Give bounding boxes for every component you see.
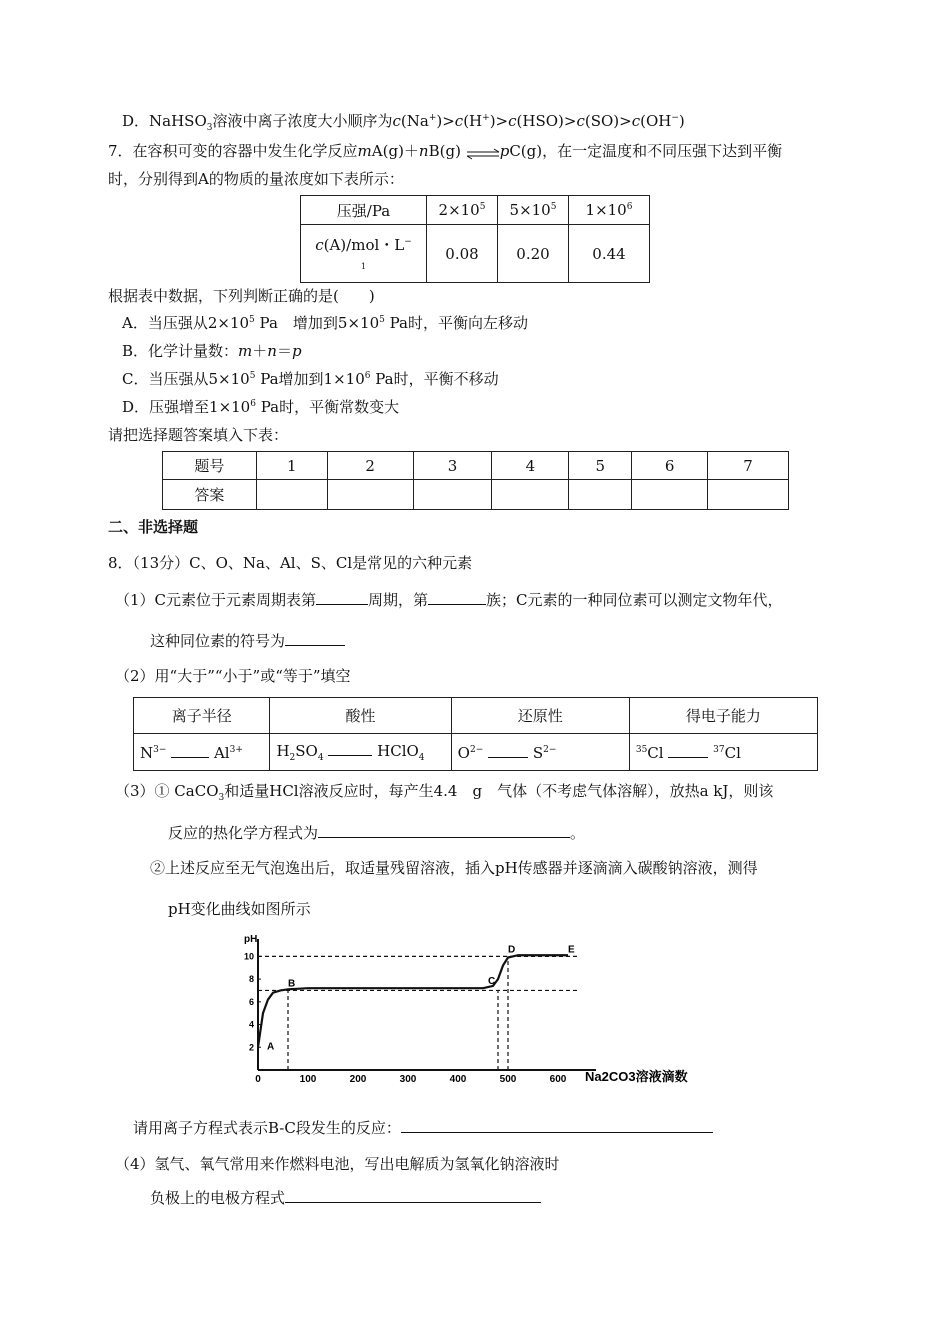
q8-part3-ionic: 请用离子方程式表示B-C段发生的反应： (133, 1117, 713, 1138)
table-header: $1\times 10^6$ (569, 196, 650, 225)
answer-number: 6 (632, 452, 708, 480)
x-axis-label: Na2CO3溶液滴数 (585, 1069, 688, 1084)
table-cell: $N^{3-}$ $Al^{3+}$ (134, 734, 270, 771)
q7-stem-line2: 时，分别得到A的物质的量浓度如下表所示： (108, 170, 404, 188)
pressure-table (300, 195, 650, 283)
blank-reducing[interactable] (488, 743, 528, 758)
answer-cell-5[interactable] (569, 480, 632, 510)
blank-group[interactable] (428, 590, 486, 605)
answer-row-label: 答案 (163, 480, 257, 510)
answer-number: 3 (413, 452, 492, 480)
answer-cell-1[interactable] (256, 480, 327, 510)
table-cell: 0.08 (427, 225, 498, 283)
answer-row-header: 题号 (163, 452, 257, 480)
q8-part3-figure-caption: pH变化曲线如图所示 (168, 900, 311, 918)
table-row-label: c(A)/mol・L− 1 (301, 225, 427, 283)
q8-part4: （4）氢气、氧气常用来作燃料电池，写出电解质为氢氧化钠溶液时 (115, 1155, 560, 1173)
blank-thermo-equation[interactable] (318, 823, 570, 838)
q8-part4-electrode: 负极上的电极方程式 (150, 1187, 541, 1208)
blank-electrode-equation[interactable] (285, 1188, 541, 1203)
answer-table (162, 451, 789, 510)
q8-part2: （2）用“大于”“小于”或“等于”填空 (115, 667, 351, 685)
blank-radius[interactable] (171, 743, 209, 758)
answer-table-intro: 请把选择题答案填入下表： (108, 426, 289, 444)
q7-option-c: C．当压强从$5\times 10^5$ Pa增加到$1\times 10^6$ Pa时，平衡不移动 (122, 370, 499, 388)
answer-number: 1 (256, 452, 327, 480)
table-header: 压强/Pa (301, 196, 427, 225)
x-tick-label: 0 (255, 1074, 261, 1085)
table-header: 酸性 (270, 698, 451, 734)
point-label-a: A (267, 1041, 275, 1053)
q8-part1: （1）C元素位于元素周期表第 周期，第 族；C元素的一种同位素可以测定文物年代， (115, 591, 783, 609)
blank-period[interactable] (316, 590, 368, 605)
table-cell: 0.20 (498, 225, 569, 283)
blank-isotope[interactable] (285, 631, 345, 646)
y-tick-label: 8 (248, 974, 254, 985)
table-cell: 0.44 (569, 225, 650, 283)
q8-part3-1: （3）① CaCO$_3$和适量HCl溶液反应时，每产生4.4 g 气体（不考虑气体溶解），放热a kJ，则该 (115, 782, 774, 803)
table-cell: $^{35}$Cl $^{37}$Cl (629, 734, 817, 771)
table-header: 得电子能力 (629, 698, 817, 734)
y-tick-label: 2 (248, 1042, 254, 1053)
x-tick-label: 400 (449, 1074, 467, 1085)
x-tick-label: 600 (549, 1074, 567, 1085)
comparison-table (133, 697, 818, 771)
ph-curve-chart (240, 930, 720, 1090)
y-tick-label: 6 (248, 996, 254, 1007)
q7-option-d: D．压强增至$1\times 10^6$ Pa时，平衡常数变大 (122, 398, 400, 416)
ph-series-line (258, 955, 568, 1047)
x-tick-label: 500 (499, 1074, 517, 1085)
equilibrium-arrow-icon (466, 146, 500, 158)
x-tick-label: 300 (399, 1074, 417, 1085)
answer-cell-2[interactable] (327, 480, 413, 510)
answer-cell-7[interactable] (708, 480, 789, 510)
q8-part1-isotope: 这种同位素的符号为 (150, 630, 345, 651)
point-label-e: E (568, 944, 575, 956)
table-header: 还原性 (451, 698, 629, 734)
q7-option-a: A．当压强从$2\times 10^5$ Pa 增加到$5\times 10^5$ Pa时，平衡向左移动 (122, 314, 528, 332)
y-tick-label: 4 (248, 1019, 254, 1030)
x-tick-label: 100 (299, 1074, 317, 1085)
blank-electron[interactable] (668, 743, 708, 758)
y-axis-label: pH (244, 934, 258, 945)
answer-cell-6[interactable] (632, 480, 708, 510)
y-tick-label: 10 (243, 951, 254, 962)
table-cell: $O^{2-}$ $S^{2-}$ (451, 734, 629, 771)
q7-option-b: B．化学计量数：m＋n＝p (122, 342, 302, 360)
blank-ionic-equation[interactable] (401, 1118, 713, 1133)
q6-option-d: D．NaHSO$_3$溶液中离子浓度大小顺序为c(Na+)>c(H+)>c(HSO)>c(SO)>c(OH−) (122, 112, 685, 133)
q8-part3-equation: 反应的热化学方程式为 。 (168, 824, 586, 842)
answer-number: 7 (708, 452, 789, 480)
q7-question: 根据表中数据，下列判断正确的是( ) (108, 287, 375, 305)
point-label-b: B (288, 978, 296, 990)
q7-stem-line1: 7．在容积可变的容器中发生化学反应mA(g)＋nB(g) pC(g)，在一定温度和不同压强下达到平衡 (108, 142, 783, 160)
table-header: 离子半径 (134, 698, 270, 734)
point-label-d: D (508, 944, 516, 956)
blank-acidity[interactable] (328, 741, 372, 756)
table-header: $5\times 10^5$ (498, 196, 569, 225)
q8-part3-2: ②上述反应至无气泡逸出后，取适量残留溶液，插入pH传感器并逐滴滴入碳酸钠溶液，测得 (150, 859, 758, 877)
answer-number: 4 (492, 452, 569, 480)
answer-cell-3[interactable] (413, 480, 492, 510)
section-title: 二、非选择题 (108, 518, 199, 536)
answer-number: 2 (327, 452, 413, 480)
q8-title: 8．（13分）C、O、Na、Al、S、Cl是常见的六种元素 (108, 554, 473, 572)
answer-number: 5 (569, 452, 632, 480)
x-tick-label: 200 (349, 1074, 367, 1085)
table-header: $2\times 10^5$ (427, 196, 498, 225)
answer-cell-4[interactable] (492, 480, 569, 510)
point-label-c: C (488, 976, 496, 988)
table-cell: $H_2SO_4$ HClO$_4$ (270, 734, 451, 771)
